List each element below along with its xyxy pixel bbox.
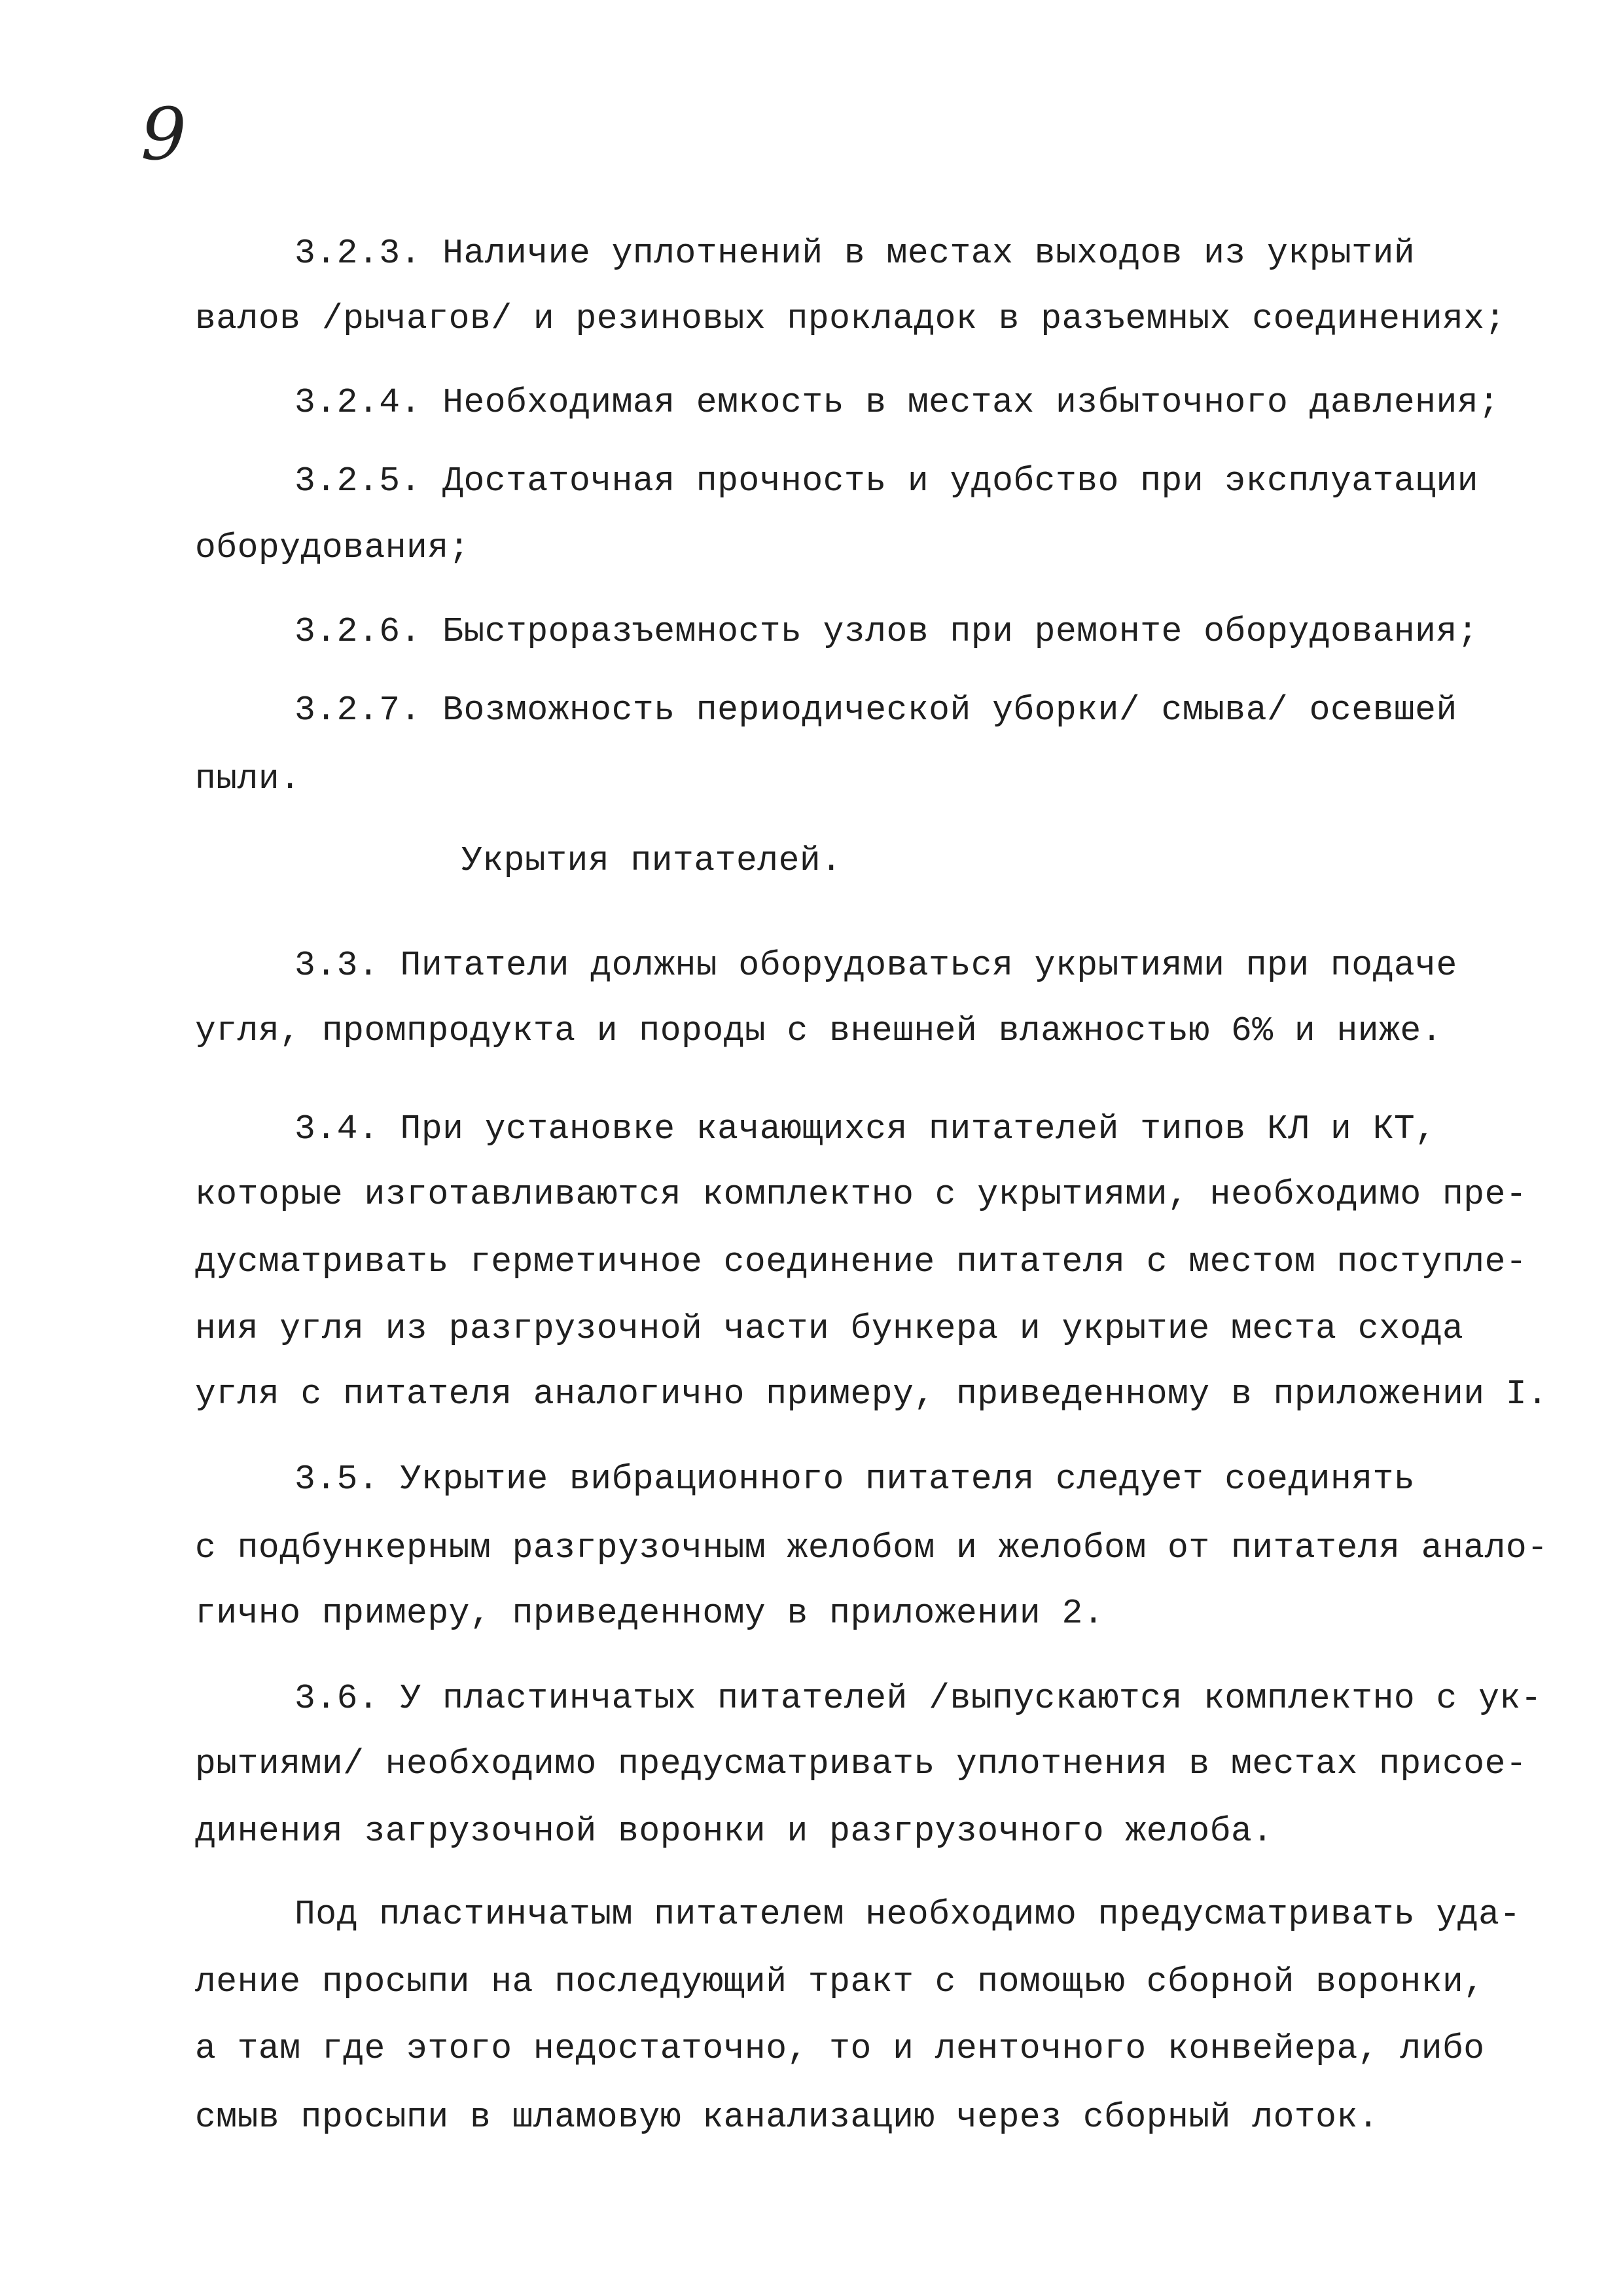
text-line: валов /рычагов/ и резиновых прокладок в разъемных соединениях; [195, 299, 1506, 338]
text-line: 3.5. Укрытие вибрационного питателя следует соединять [294, 1460, 1416, 1499]
text-line: с подбункерным разгрузочным желобом и желобом от питателя анало- [195, 1528, 1548, 1568]
text-line: угля, промпродукта и породы с внешней влажностью 6% и ниже. [195, 1011, 1443, 1050]
text-line: угля с питателя аналогично примеру, приведенному в приложении I. [195, 1374, 1548, 1414]
text-line: которые изготавливаются комплектно с укрытиями, необходимо пре- [195, 1175, 1527, 1214]
page-number: 9 [141, 92, 187, 176]
text-line: 3.2.3. Наличие уплотнений в местах выходов из укрытий [294, 234, 1416, 273]
text-line: оборудования; [195, 528, 470, 567]
text-line: пыли. [195, 759, 301, 798]
text-line: рытиями/ необходимо предусматривать уплотнения в местах присое- [195, 1744, 1527, 1784]
text-line: 3.6. У пластинчатых питателей /выпускаются комплектно с ук- [294, 1679, 1543, 1718]
text-line: 3.3. Питатели должны оборудоваться укрытиями при подаче [294, 946, 1457, 985]
text-line: 3.2.5. Достаточная прочность и удобство при эксплуатации [294, 461, 1479, 501]
text-line: 3.2.4. Необходимая емкость в местах избыточного давления; [294, 383, 1500, 422]
text-line: динения загрузочной воронки и разгрузочного желоба. [195, 1812, 1274, 1851]
section-heading: Укрытия питателей. [461, 841, 842, 880]
text-line: 3.2.7. Возможность периодической уборки/ смыва/ осевшей [294, 691, 1457, 730]
text-line: ния угля из разгрузочной части бункера и укрытие места схода [195, 1309, 1464, 1348]
text-line: 3.4. При установке качающихся питателей типов КЛ и КТ, [294, 1109, 1436, 1149]
text-line: смыв просыпи в шламовую канализацию через сборный лоток. [195, 2098, 1380, 2137]
text-line: Под пластинчатым питателем необходимо предусматривать уда- [294, 1895, 1521, 1934]
text-line: гично примеру, приведенному в приложении 2. [195, 1594, 1105, 1633]
text-line: ление просыпи на последующий тракт с помощью сборной воронки, [195, 1962, 1485, 2001]
text-line: 3.2.6. Быстроразъемность узлов при ремонте оборудования; [294, 612, 1479, 651]
text-line: дусматривать герметичное соединение питателя с местом поступле- [195, 1242, 1527, 1282]
text-line: а там где этого недостаточно, то и ленточного конвейера, либо [195, 2029, 1485, 2068]
